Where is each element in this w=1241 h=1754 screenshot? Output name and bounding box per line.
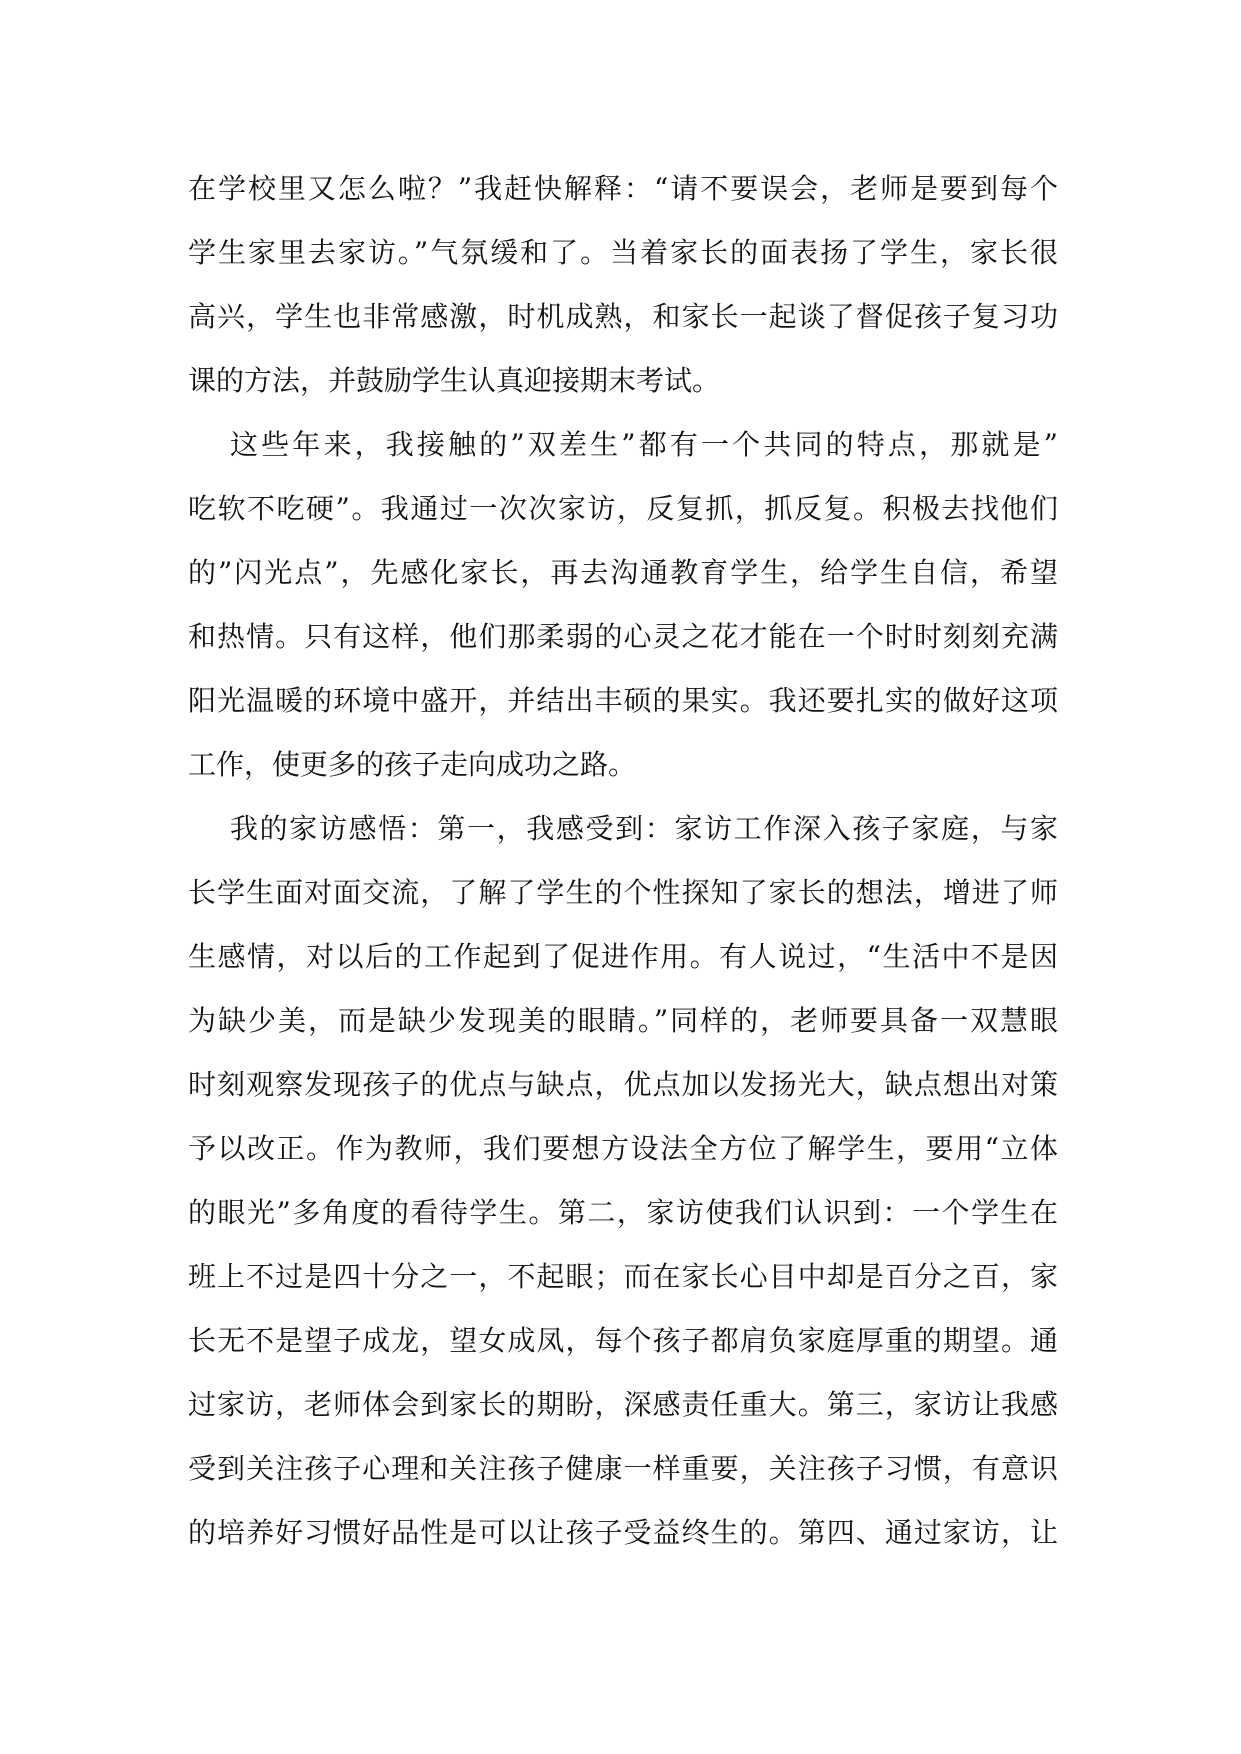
text-line: 长学生面对面交流，了解了学生的个性探知了家长的想法，增进了师 <box>188 876 1058 909</box>
text-line: 过家访，老师体会到家长的期盼，深感责任重大。第三，家访让我感 <box>188 1388 1058 1421</box>
text-line: 生感情，对以后的工作起到了促进作用。有人说过，“生活中不是因 <box>188 940 1058 973</box>
text-line: 在学校里又怎么啦？”我赶快解释：“请不要误会，老师是要到每个 <box>188 172 1058 205</box>
text-line: 课的方法，并鼓励学生认真迎接期末考试。 <box>188 364 721 397</box>
text-line: 吃软不吃硬”。我通过一次次家访，反复抓，抓反复。积极去找他们 <box>188 492 1058 525</box>
text-line: 的培养好习惯好品性是可以让孩子受益终生的。第四、通过家访，让 <box>188 1516 1058 1549</box>
text-line: 高兴，学生也非常感激，时机成熟，和家长一起谈了督促孩子复习功 <box>188 300 1058 333</box>
text-line: 工作，使更多的孩子走向成功之路。 <box>188 748 637 781</box>
text-line: 长无不是望子成龙，望女成凤，每个孩子都肩负家庭厚重的期望。通 <box>188 1324 1058 1357</box>
text-line: 的”闪光点”，先感化家长，再去沟通教育学生，给学生自信，希望 <box>188 556 1058 589</box>
text-line: 予以改正。作为教师，我们要想方设法全方位了解学生，要用“立体 <box>188 1132 1058 1165</box>
paragraph-2 <box>188 413 1058 797</box>
text-line: 受到关注孩子心理和关注孩子健康一样重要，关注孩子习惯，有意识 <box>188 1452 1058 1485</box>
text-line: 班上不过是四十分之一，不起眼；而在家长心目中却是百分之百，家 <box>188 1260 1058 1293</box>
document-body <box>188 157 1058 1565</box>
text-line: 阳光温暖的环境中盛开，并结出丰硕的果实。我还要扎实的做好这项 <box>188 684 1058 717</box>
text-line: 学生家里去家访。”气氛缓和了。当着家长的面表扬了学生，家长很 <box>188 236 1058 269</box>
text-line: 这些年来，我接触的”双差生”都有一个共同的特点，那就是” <box>230 428 1058 461</box>
text-line: 的眼光”多角度的看待学生。第二，家访使我们认识到：一个学生在 <box>188 1196 1058 1229</box>
text-line: 和热情。只有这样，他们那柔弱的心灵之花才能在一个时时刻刻充满 <box>188 620 1058 653</box>
text-line: 我的家访感悟：第一，我感受到：家访工作深入孩子家庭，与家 <box>230 812 1058 845</box>
text-line: 时刻观察发现孩子的优点与缺点，优点加以发扬光大，缺点想出对策 <box>188 1068 1058 1101</box>
paragraph-3 <box>188 797 1058 1565</box>
paragraph-1 <box>188 157 1058 413</box>
text-line: 为缺少美，而是缺少发现美的眼睛。”同样的，老师要具备一双慧眼 <box>188 1004 1058 1037</box>
